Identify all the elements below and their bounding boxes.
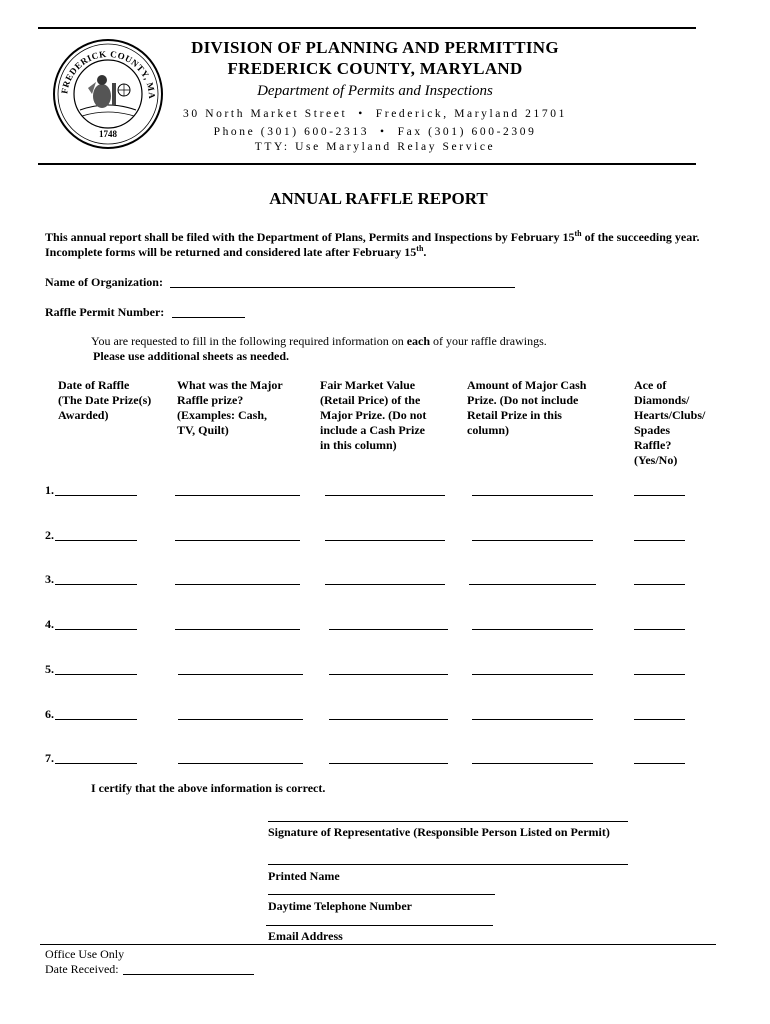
fax-number: Fax (301) 600-2309	[397, 126, 537, 138]
ace-raffle-field[interactable]	[634, 674, 685, 675]
certify-statement: I certify that the above information is correct.	[91, 781, 326, 795]
date-field[interactable]	[55, 629, 137, 630]
row-number: 1.	[45, 483, 54, 497]
instructions-text-c: of your raffle drawings.	[430, 334, 547, 348]
row-number: 5.	[45, 662, 54, 676]
instructions-line-2: Please use additional sheets as needed.	[93, 349, 290, 363]
row-number: 7.	[45, 751, 54, 765]
market-value-field[interactable]	[329, 719, 448, 720]
prize-field[interactable]	[178, 719, 303, 720]
phone-field[interactable]	[268, 894, 495, 895]
phone-number: Phone (301) 600-2313	[213, 126, 370, 138]
ace-raffle-field[interactable]	[634, 719, 685, 720]
cash-prize-field[interactable]	[472, 495, 593, 496]
date-field[interactable]	[55, 719, 137, 720]
col-header-market-value: Fair Market Value (Retail Price) of the Major Prize. (Do not include a Cash Prize in this column)	[320, 378, 427, 452]
cash-prize-field[interactable]	[472, 719, 593, 720]
ace-raffle-field[interactable]	[634, 763, 685, 764]
org-name-field[interactable]	[170, 287, 515, 288]
ace-raffle-field[interactable]	[634, 629, 685, 630]
date-field[interactable]	[55, 763, 137, 764]
phone-label: Daytime Telephone Number	[268, 899, 412, 913]
date-field[interactable]	[55, 584, 137, 585]
row-number: 2.	[45, 528, 54, 542]
top-rule	[38, 27, 696, 29]
date-received-field[interactable]	[123, 974, 254, 975]
col-header-prize: What was the Major Raffle prize? (Examples: Cash, TV, Quilt)	[177, 378, 283, 437]
header-department: Department of Permits and Inspections	[257, 83, 493, 99]
cash-prize-field[interactable]	[472, 763, 593, 764]
date-field[interactable]	[55, 495, 137, 496]
bullet-icon: •	[352, 108, 371, 120]
signature-label: Signature of Representative (Responsible Person Listed on Permit)	[268, 825, 610, 839]
col-header-ace-raffle: Ace of Diamonds/ Hearts/Clubs/ Spades Raffle? (Yes/No)	[634, 378, 706, 467]
intro-sup-2: th	[416, 244, 424, 253]
market-value-field[interactable]	[329, 763, 448, 764]
address-street: 30 North Market Street	[183, 108, 348, 120]
date-field[interactable]	[55, 540, 137, 541]
signature-field[interactable]	[268, 821, 628, 822]
header-division: DIVISION OF PLANNING AND PERMITTING	[191, 38, 559, 57]
office-use-rule	[40, 944, 716, 945]
header-address	[150, 108, 600, 120]
instructions-line-1	[91, 334, 547, 349]
market-value-field[interactable]	[329, 629, 448, 630]
printed-name-label: Printed Name	[268, 869, 340, 883]
instructions-text-a: You are requested to fill in the following required information on	[91, 334, 407, 348]
prize-field[interactable]	[175, 540, 300, 541]
col-header-date: Date of Raffle (The Date Prize(s) Awarded)	[58, 378, 152, 422]
header-phone-fax	[150, 126, 600, 138]
market-value-field[interactable]	[325, 495, 445, 496]
prize-field[interactable]	[175, 629, 300, 630]
seal-text: FREDERICK COUNTY, MA	[59, 48, 158, 100]
intro-text-2: of the succeeding year	[581, 230, 697, 244]
prize-field[interactable]	[178, 674, 303, 675]
cash-prize-field[interactable]	[472, 674, 593, 675]
row-number: 3.	[45, 572, 54, 586]
intro-text-4: .	[423, 245, 427, 259]
office-use-label: Office Use Only	[45, 947, 125, 961]
prize-field[interactable]	[175, 584, 300, 585]
row-number: 4.	[45, 617, 54, 631]
header-bottom-rule	[38, 163, 696, 165]
row-number: 6.	[45, 707, 54, 721]
email-field[interactable]	[266, 925, 493, 926]
org-name-label: Name of Organization:	[45, 275, 163, 289]
header-county: FREDERICK COUNTY, MARYLAND	[227, 59, 523, 78]
cash-prize-field[interactable]	[472, 629, 593, 630]
market-value-field[interactable]	[325, 584, 445, 585]
header-tty: TTY: Use Maryland Relay Service	[254, 141, 496, 153]
date-field[interactable]	[55, 674, 137, 675]
permit-number-field[interactable]	[172, 317, 245, 318]
col-header-cash-prize: Amount of Major Cash Prize. (Do not include Retail Prize in this column)	[467, 378, 587, 437]
email-label: Email Address	[268, 929, 343, 943]
market-value-field[interactable]	[325, 540, 445, 541]
market-value-field[interactable]	[329, 674, 448, 675]
county-seal	[52, 38, 164, 150]
prize-field[interactable]	[175, 495, 300, 496]
intro-sup-1: th	[574, 229, 582, 238]
intro-text-1: This annual report shall be filed with the Department of Plans, Permits and Inspections by February 15	[45, 230, 575, 244]
printed-name-field[interactable]	[268, 864, 628, 865]
ace-raffle-field[interactable]	[634, 495, 685, 496]
date-received-label: Date Received:	[45, 962, 119, 976]
intro-paragraph	[45, 230, 725, 260]
intro-text-3: . Incomplete forms will be returned and considered late after February 15	[45, 230, 700, 259]
cash-prize-field[interactable]	[469, 584, 596, 585]
address-city: Frederick, Maryland 21701	[375, 108, 567, 120]
ace-raffle-field[interactable]	[634, 584, 685, 585]
cash-prize-field[interactable]	[472, 540, 593, 541]
prize-field[interactable]	[178, 763, 303, 764]
instructions-text-b: each	[406, 334, 431, 348]
page-title: ANNUAL RAFFLE REPORT	[269, 189, 488, 208]
ace-raffle-field[interactable]	[634, 540, 685, 541]
permit-number-label: Raffle Permit Number:	[45, 305, 165, 319]
bullet-icon: •	[374, 126, 393, 138]
seal-year: 1748	[99, 129, 117, 139]
